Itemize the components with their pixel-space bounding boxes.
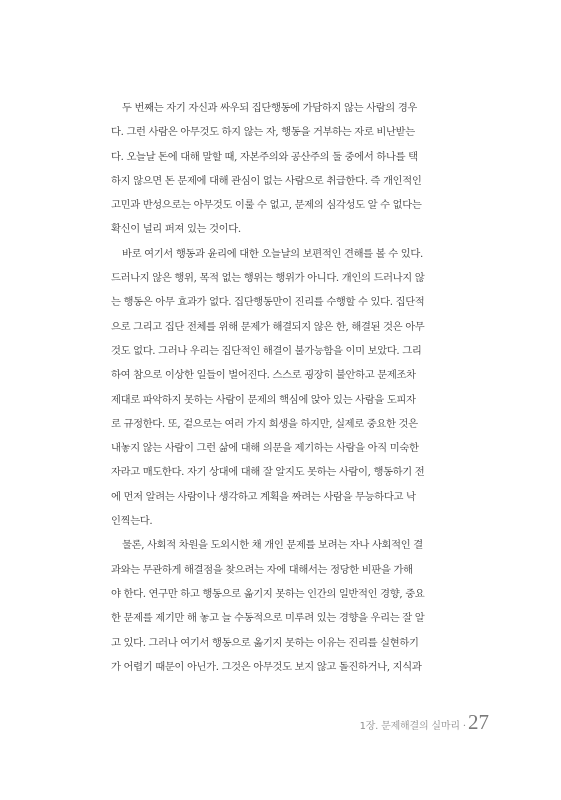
chapter-title: 1장. 문제해결의 실마리	[359, 721, 460, 732]
text-line: 으로 그리고 집단 전체를 위해 문제가 해결되지 않은 한, 해결된 것은 아무	[111, 320, 425, 333]
text-line: 두 번째는 자기 자신과 싸우되 집단행동에 가담하지 않는 사람의 경우	[122, 102, 418, 114]
paragraph	[111, 96, 493, 242]
text-line: 내놓지 않는 사람이 그런 삶에 대해 의문을 제기하는 사람을 아직 미숙한	[111, 442, 419, 455]
text-line: 과와는 무관하게 해결점을 찾으려는 자에 대해서는 정당한 비판을 가해	[111, 563, 413, 576]
text-line: 제대로 파악하지 못하는 사람이 문제의 핵심에 앉아 있는 사람을 도피자	[111, 393, 416, 406]
text-line: 자라고 매도한다. 자기 상대에 대해 잘 알지도 못하는 사람이, 행동하기 전	[111, 466, 425, 479]
text-line: 한 문제를 제기만 해 놓고 늘 수동적으로 미루려 있는 경향을 우리는 잘 알	[111, 612, 425, 625]
text-line: 야 한다. 연구만 하고 행동으로 옮기지 못하는 인간의 일반적인 경향, 중요	[111, 587, 425, 600]
paragraph	[111, 242, 493, 534]
text-line: 하여 참으로 이상한 일들이 벌어진다. 스스로 굉장히 불안하고 문제조차	[111, 369, 416, 382]
body-text	[111, 96, 493, 679]
text-line: 것도 없다. 그러나 우리는 집단적인 해결이 불가능함을 이미 보았다. 그리	[111, 344, 422, 357]
paragraph	[111, 533, 493, 679]
text-line: 고민과 반성으로는 아무것도 이룰 수 없고, 문제의 심각성도 알 수 없다는	[111, 199, 422, 212]
text-line: 다. 그런 사람은 아무것도 하지 않는 자, 행동을 거부하는 자로 비난받는	[111, 126, 415, 139]
text-line: 에 먼저 알려는 사람이나 생각하고 계획을 짜려는 사람을 무능하다고 낙	[111, 490, 416, 503]
text-line: 하지 않으면 돈 문제에 대해 관심이 없는 사람으로 취급한다. 즉 개인적인	[111, 174, 422, 187]
page-number: 27	[468, 710, 489, 734]
page-footer	[360, 712, 489, 733]
text-line: 다. 오늘날 돈에 대해 말할 때, 자본주의와 공산주의 둘 중에서 하나를 택	[111, 150, 418, 163]
footer-separator: ·	[462, 721, 466, 732]
text-line: 가 어렵기 때문이 아닌가. 그것은 아무것도 보지 않고 돌진하거나, 지식과	[111, 660, 422, 673]
text-line: 인찍는다.	[111, 515, 153, 528]
text-line: 는 행동은 아무 효과가 없다. 집단행동만이 진리를 수행할 수 있다. 집단적	[111, 296, 425, 309]
text-line: 드러나지 않은 행위, 목적 없는 행위는 행위가 아니다. 개인의 드러나지 않	[111, 272, 425, 285]
text-line: 바로 여기서 행동과 윤리에 대한 오늘날의 보편적인 견해를 볼 수 있다.	[122, 247, 423, 260]
text-line: 로 규정한다. 또, 겉으로는 여러 가지 희생을 하지만, 실제로 중요한 것은	[111, 417, 418, 430]
text-line: 고 있다. 그러나 여기서 행동으로 옮기지 못하는 이유는 진리를 실현하기	[111, 636, 419, 649]
text-line: 물론, 사회적 차원을 도외시한 채 개인 문제를 보려는 자나 사회적인 결	[122, 539, 423, 552]
text-line: 확신이 널리 퍼져 있는 것이다.	[111, 223, 241, 236]
